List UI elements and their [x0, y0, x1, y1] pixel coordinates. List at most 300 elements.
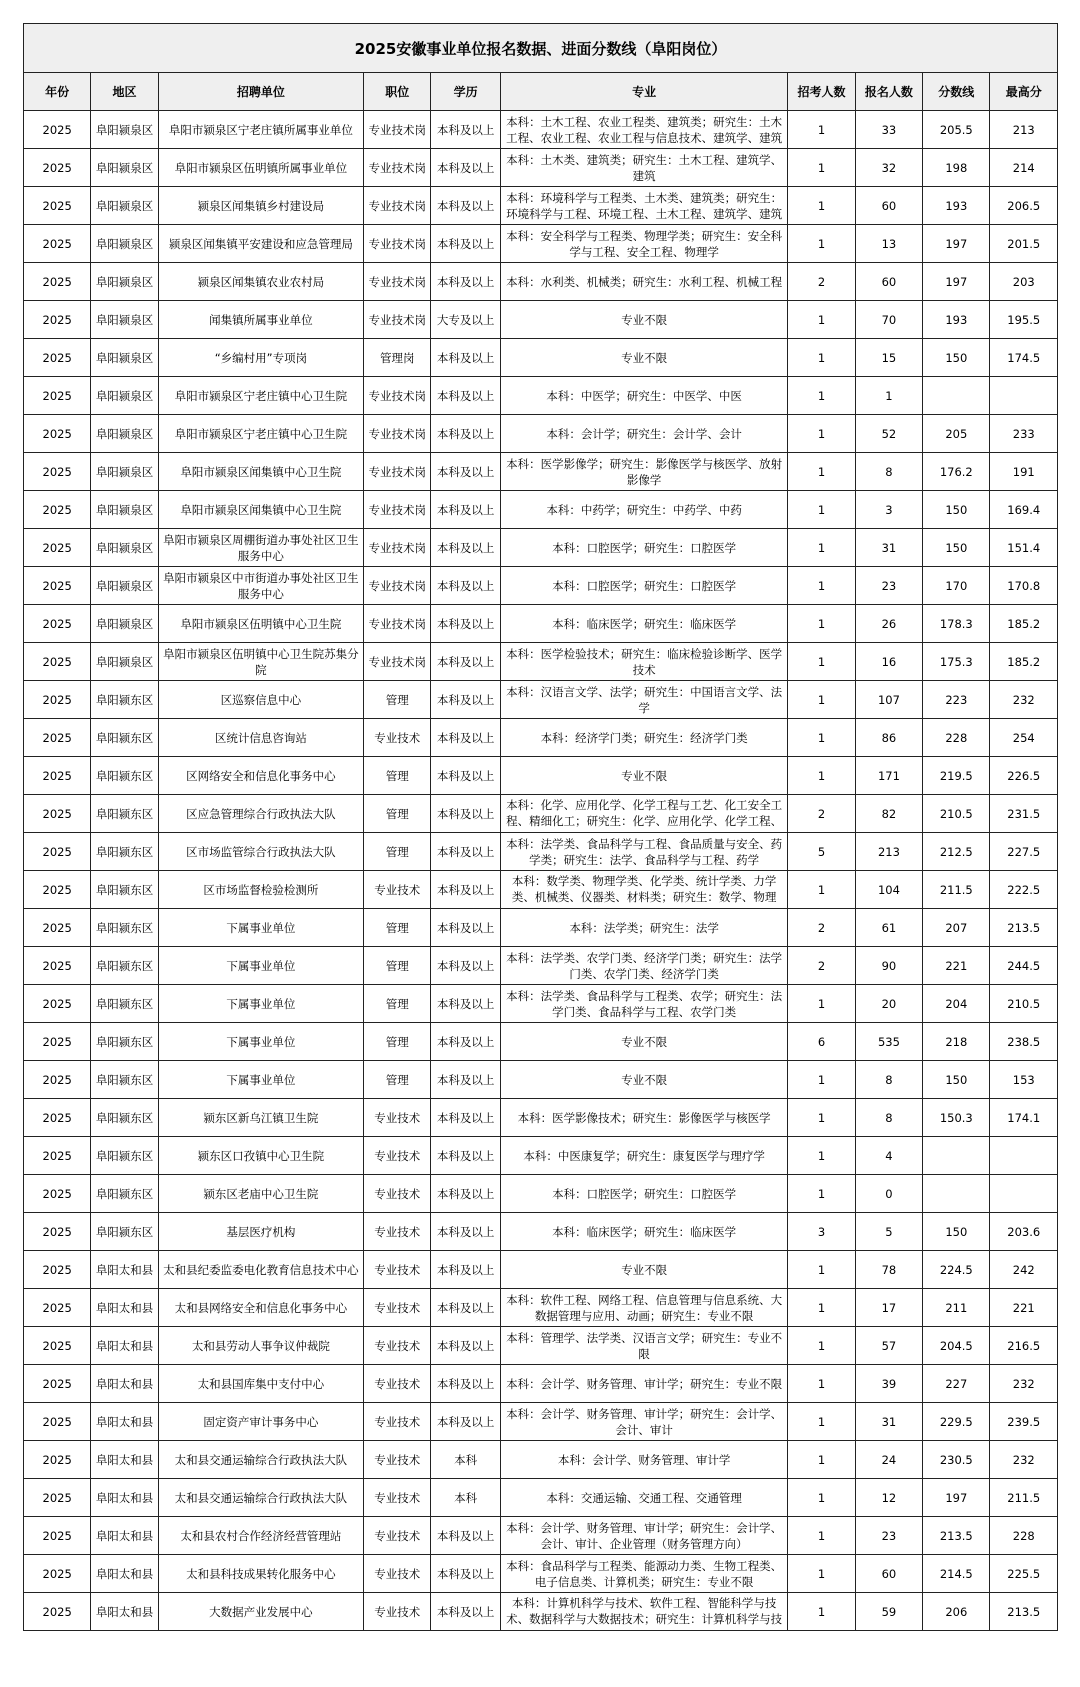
cell-text: 阜阳市颍泉区中市街道办事处社区卫生服务中心	[163, 570, 359, 601]
cell-region	[91, 1289, 158, 1327]
cell-text: 管理	[385, 958, 409, 973]
cell-quota	[788, 1327, 855, 1365]
table-row	[24, 529, 1058, 567]
cell-applicants	[855, 719, 922, 757]
cell-text: 2	[817, 958, 826, 973]
cell-text: 78	[881, 1262, 897, 1277]
cell-text: 227.5	[1007, 844, 1041, 859]
cell-text: 阜阳颍东区	[95, 1224, 154, 1239]
cell-quota	[788, 757, 855, 795]
cell-text: 204	[945, 996, 968, 1011]
cell-region	[91, 605, 158, 643]
cell-position	[364, 719, 431, 757]
cell-text: 2025	[42, 502, 72, 517]
cell-major	[500, 453, 787, 491]
cell-major	[500, 529, 787, 567]
cell-education	[431, 567, 500, 605]
cell-text: 2025	[42, 654, 72, 669]
cell-major	[500, 1555, 787, 1593]
cell-text: 13	[881, 236, 897, 251]
cell-text: 本科：土木类、建筑类；研究生：土木工程、建筑学、建筑	[506, 152, 783, 183]
cell-text: 本科：环境科学与工程类、土木类、建筑类；研究生：环境科学与工程、环境工程、土木工程、建筑学、建筑	[506, 190, 783, 221]
cell-position	[364, 1289, 431, 1327]
cell-text: 管理	[385, 996, 409, 1011]
cell-applicants	[855, 1403, 922, 1441]
cell-text: 本科：口腔医学；研究生：口腔医学	[552, 1186, 737, 1201]
cell-text: 1	[817, 1566, 826, 1581]
cell-cutoff	[923, 681, 990, 719]
cell-text: 222.5	[1007, 882, 1041, 897]
cell-year	[24, 377, 91, 415]
cell-text: 2	[817, 806, 826, 821]
cell-text: 221	[945, 958, 968, 973]
cell-year	[24, 339, 91, 377]
table-row	[24, 1555, 1058, 1593]
cell-text: 管理	[385, 844, 409, 859]
cell-text: 本科：法学类；研究生：法学	[569, 920, 719, 935]
cell-text: 专业技术	[374, 1148, 421, 1163]
cell-region	[91, 1403, 158, 1441]
cell-text: 2025	[42, 1224, 72, 1239]
cell-text: 本科及以上	[436, 122, 495, 137]
column-header-unit: 招聘单位	[158, 73, 363, 111]
cell-quota	[788, 681, 855, 719]
cell-text: 本科及以上	[436, 1072, 495, 1087]
cell-text: 203	[1012, 274, 1035, 289]
table-row	[24, 111, 1058, 149]
cell-year	[24, 871, 91, 909]
cell-text: 管理	[385, 1072, 409, 1087]
cell-applicants	[855, 605, 922, 643]
cell-text: 本科及以上	[436, 1148, 495, 1163]
cell-cutoff	[923, 605, 990, 643]
cell-cutoff	[923, 263, 990, 301]
cell-quota	[788, 453, 855, 491]
cell-text: 本科及以上	[436, 1110, 495, 1125]
cell-position	[364, 111, 431, 149]
cell-text: 1	[817, 1376, 826, 1391]
cell-quota	[788, 1365, 855, 1403]
column-header-quota: 招考人数	[788, 73, 855, 111]
cell-text: 2025	[42, 1110, 72, 1125]
table-title: 2025安徽事业单位报名数据、进面分数线（阜阳岗位）	[24, 24, 1058, 73]
cell-text: 阜阳颍泉区	[95, 236, 154, 251]
cell-year	[24, 757, 91, 795]
cell-text: 2025	[42, 1148, 72, 1163]
cell-year	[24, 985, 91, 1023]
cell-education	[431, 1365, 500, 1403]
cell-education	[431, 1593, 500, 1631]
cell-text: 1	[817, 768, 826, 783]
cell-text: 214.5	[939, 1566, 973, 1581]
cell-year	[24, 111, 91, 149]
cell-region	[91, 149, 158, 187]
cell-major	[500, 985, 787, 1023]
cell-text: 区统计信息咨询站	[214, 730, 307, 745]
cell-text: 本科：会计学、财务管理、审计学；研究生：会计学、会计、审计	[506, 1406, 783, 1437]
cell-quota	[788, 1251, 855, 1289]
cell-position	[364, 643, 431, 681]
cell-text: 阜阳太和县	[95, 1490, 154, 1505]
cell-cutoff	[923, 1441, 990, 1479]
cell-unit	[158, 1517, 363, 1555]
cell-quota	[788, 795, 855, 833]
cell-year	[24, 1251, 91, 1289]
cell-year	[24, 529, 91, 567]
cell-position	[364, 1137, 431, 1175]
cell-text: 专业技术	[374, 1414, 421, 1429]
cell-major	[500, 301, 787, 339]
cell-text: 211.5	[1007, 1490, 1041, 1505]
cell-text: 212.5	[939, 844, 973, 859]
cell-text: 2025	[42, 160, 72, 175]
table-row	[24, 1023, 1058, 1061]
cell-education	[431, 1213, 500, 1251]
cell-text: 专业技术	[374, 882, 421, 897]
cell-text: 2025	[42, 1604, 72, 1619]
cell-applicants	[855, 947, 922, 985]
cell-cutoff	[923, 339, 990, 377]
cell-text: 59	[881, 1604, 897, 1619]
cell-applicants	[855, 1099, 922, 1137]
table-row	[24, 1251, 1058, 1289]
table-row	[24, 263, 1058, 301]
cell-text: 1	[817, 654, 826, 669]
cell-text: 下属事业单位	[226, 996, 296, 1011]
cell-quota	[788, 1099, 855, 1137]
column-header-cutoff: 分数线	[923, 73, 990, 111]
cell-year	[24, 719, 91, 757]
cell-text: 专业技术岗	[368, 274, 426, 289]
cell-text: 本科及以上	[436, 1034, 495, 1049]
cell-text: 专业技术岗	[368, 540, 426, 555]
cell-cutoff	[923, 1213, 990, 1251]
cell-text: 大数据产业发展中心	[209, 1604, 313, 1619]
cell-major	[500, 491, 787, 529]
cell-applicants	[855, 225, 922, 263]
cell-text: 本科及以上	[436, 236, 495, 251]
cell-text: 阜阳颍泉区	[95, 198, 154, 213]
cell-text: 1	[817, 502, 826, 517]
cell-year	[24, 1023, 91, 1061]
cell-education	[431, 415, 500, 453]
cell-text: 本科及以上	[436, 920, 495, 935]
cell-education	[431, 377, 500, 415]
cell-text: 178.3	[939, 616, 973, 631]
cell-top-score	[990, 567, 1058, 605]
cell-text: 242	[1012, 1262, 1035, 1277]
cell-major	[500, 225, 787, 263]
cell-unit	[158, 377, 363, 415]
cell-text: 210.5	[939, 806, 973, 821]
cell-position	[364, 1593, 431, 1631]
cell-unit	[158, 263, 363, 301]
cell-text: 本科：汉语言文学、法学；研究生：中国语言文学、法学	[506, 684, 783, 715]
cell-text: 1	[817, 1452, 826, 1467]
cell-text: 专业技术	[374, 1224, 421, 1239]
cell-text: 216.5	[1007, 1338, 1041, 1353]
cell-quota	[788, 871, 855, 909]
table-row	[24, 1365, 1058, 1403]
cell-text: 2025	[42, 1034, 72, 1049]
cell-cutoff	[923, 871, 990, 909]
cell-region	[91, 985, 158, 1023]
cell-major	[500, 1099, 787, 1137]
cell-year	[24, 1593, 91, 1631]
cell-unit	[158, 111, 363, 149]
cell-text: 16	[881, 654, 897, 669]
cell-text: 本科及以上	[436, 502, 495, 517]
cell-text: 232	[1012, 1376, 1035, 1391]
cell-major	[500, 605, 787, 643]
cell-text: 阜阳市颍泉区伍明镇所属事业单位	[174, 160, 348, 175]
cell-major	[500, 1517, 787, 1555]
cell-text: 205.5	[939, 122, 973, 137]
cell-applicants	[855, 149, 922, 187]
cell-text: 150	[945, 350, 968, 365]
cell-major	[500, 567, 787, 605]
cell-text: 23	[881, 1528, 897, 1543]
cell-text: 阜阳颍泉区	[95, 464, 154, 479]
cell-text: 2025	[42, 578, 72, 593]
cell-major	[500, 643, 787, 681]
cell-top-score	[990, 1441, 1058, 1479]
cell-unit	[158, 795, 363, 833]
cell-text: 阜阳颍东区	[95, 1072, 154, 1087]
cell-text: 颍泉区闻集镇乡村建设局	[197, 198, 325, 213]
cell-text: 2025	[42, 692, 72, 707]
cell-text: 阜阳颍泉区	[95, 312, 154, 327]
cell-applicants	[855, 1365, 922, 1403]
cell-position	[364, 453, 431, 491]
cell-position	[364, 947, 431, 985]
cell-unit	[158, 1327, 363, 1365]
cell-text: “乡编村用”专项岗	[214, 350, 308, 365]
cell-education	[431, 529, 500, 567]
cell-text: 阜阳太和县	[95, 1414, 154, 1429]
cell-year	[24, 909, 91, 947]
cell-text: 本科及以上	[436, 616, 495, 631]
cell-position	[364, 1251, 431, 1289]
cell-text: 1	[817, 350, 826, 365]
cell-text: 专业不限	[621, 350, 668, 365]
cell-text: 大专及以上	[436, 312, 495, 327]
cell-text: 82	[881, 806, 897, 821]
cell-text: 本科及以上	[436, 1414, 495, 1429]
cell-region	[91, 1023, 158, 1061]
cell-text: 区网络安全和信息化事务中心	[186, 768, 336, 783]
cell-text: 本科及以上	[436, 274, 495, 289]
cell-position	[364, 1213, 431, 1251]
cell-text: 阜阳颍东区	[95, 806, 154, 821]
cell-text: 专业不限	[621, 768, 668, 783]
cell-cutoff	[923, 1593, 990, 1631]
cell-year	[24, 225, 91, 263]
cell-applicants	[855, 491, 922, 529]
cell-text: 57	[881, 1338, 897, 1353]
cell-region	[91, 1213, 158, 1251]
table-row	[24, 1403, 1058, 1441]
cell-cutoff	[923, 1251, 990, 1289]
cell-text: 201.5	[1007, 236, 1041, 251]
cell-text: 本科：中医学；研究生：中医学、中医	[546, 388, 742, 403]
cell-quota	[788, 263, 855, 301]
cell-text: 2025	[42, 958, 72, 973]
cell-education	[431, 871, 500, 909]
cell-unit	[158, 301, 363, 339]
cell-text: 管理	[385, 692, 409, 707]
cell-text: 阜阳颍泉区	[95, 122, 154, 137]
cell-unit	[158, 1175, 363, 1213]
cell-text: 阜阳颍泉区	[95, 274, 154, 289]
cell-position	[364, 909, 431, 947]
cell-text: 2025	[42, 1452, 72, 1467]
cell-applicants	[855, 415, 922, 453]
cell-major	[500, 1061, 787, 1099]
cell-year	[24, 567, 91, 605]
cell-quota	[788, 529, 855, 567]
cell-applicants	[855, 187, 922, 225]
cell-quota	[788, 909, 855, 947]
cell-region	[91, 111, 158, 149]
cell-text: 226.5	[1007, 768, 1041, 783]
cell-applicants	[855, 453, 922, 491]
cell-cutoff	[923, 1099, 990, 1137]
cell-position	[364, 415, 431, 453]
cell-region	[91, 1327, 158, 1365]
cell-text: 185.2	[1007, 654, 1041, 669]
cell-education	[431, 1327, 500, 1365]
cell-unit	[158, 1023, 363, 1061]
cell-position	[364, 301, 431, 339]
cell-text: 太和县纪委监委电化教育信息技术中心	[163, 1262, 359, 1277]
table-row	[24, 681, 1058, 719]
cell-text: 1	[817, 388, 826, 403]
cell-text: 2025	[42, 1414, 72, 1429]
cell-text: 254	[1012, 730, 1035, 745]
cell-text: 221	[1012, 1300, 1035, 1315]
cell-position	[364, 567, 431, 605]
cell-text: 专业技术	[374, 1186, 421, 1201]
cell-year	[24, 1289, 91, 1327]
cell-top-score	[990, 263, 1058, 301]
cell-quota	[788, 1403, 855, 1441]
cell-text: 阜阳市颍泉区伍明镇中心卫生院苏集分院	[163, 646, 359, 677]
cell-applicants	[855, 1137, 922, 1175]
cell-year	[24, 491, 91, 529]
cell-text: 195.5	[1007, 312, 1041, 327]
cell-text: 阜阳市颍泉区周棚街道办事处社区卫生服务中心	[163, 532, 359, 563]
table-row	[24, 605, 1058, 643]
cell-position	[364, 1023, 431, 1061]
cell-text: 本科及以上	[436, 882, 495, 897]
cell-major	[500, 1289, 787, 1327]
cell-year	[24, 187, 91, 225]
table-row	[24, 225, 1058, 263]
cell-cutoff	[923, 453, 990, 491]
cell-unit	[158, 1213, 363, 1251]
cell-region	[91, 1099, 158, 1137]
cell-text: 阜阳颍泉区	[95, 426, 154, 441]
cell-text: 专业技术岗	[368, 578, 426, 593]
cell-text: 2	[817, 920, 826, 935]
cell-text: 153	[1012, 1072, 1035, 1087]
cell-text: 太和县交通运输综合行政执法大队	[174, 1452, 348, 1467]
cell-text: 2025	[42, 1072, 72, 1087]
cell-cutoff	[923, 1479, 990, 1517]
cell-text: 阜阳太和县	[95, 1338, 154, 1353]
cell-major	[500, 909, 787, 947]
cell-education	[431, 833, 500, 871]
cell-year	[24, 681, 91, 719]
cell-cutoff	[923, 1365, 990, 1403]
cell-text: 1	[817, 1604, 826, 1619]
cell-text: 太和县国库集中支付中心	[197, 1376, 325, 1391]
cell-text: 基层医疗机构	[226, 1224, 296, 1239]
cell-text: 213	[1012, 122, 1035, 137]
cell-text: 本科及以上	[436, 692, 495, 707]
cell-region	[91, 1365, 158, 1403]
cell-text: 颍泉区闻集镇农业农村局	[197, 274, 325, 289]
cell-region	[91, 187, 158, 225]
cell-quota	[788, 1289, 855, 1327]
cell-top-score	[990, 1479, 1058, 1517]
cell-region	[91, 339, 158, 377]
cell-unit	[158, 681, 363, 719]
cell-text: 专业不限	[621, 1034, 668, 1049]
cell-text: 本科及以上	[436, 388, 495, 403]
cell-cutoff	[923, 529, 990, 567]
cell-region	[91, 681, 158, 719]
cell-cutoff	[923, 1175, 990, 1213]
cell-text: 管理	[385, 1034, 409, 1049]
cell-unit	[158, 605, 363, 643]
cell-education	[431, 1023, 500, 1061]
cell-applicants	[855, 757, 922, 795]
cell-text: 本科：医学检验技术；研究生：临床检验诊断学、医学技术	[506, 646, 783, 677]
cell-applicants	[855, 833, 922, 871]
cell-text: 阜阳颍泉区	[95, 388, 154, 403]
cell-quota	[788, 415, 855, 453]
cell-education	[431, 757, 500, 795]
cell-text: 阜阳太和县	[95, 1300, 154, 1315]
cell-region	[91, 377, 158, 415]
cell-unit	[158, 1593, 363, 1631]
cell-text: 2025	[42, 388, 72, 403]
cell-year	[24, 1175, 91, 1213]
cell-text: 本科及以上	[436, 350, 495, 365]
cell-text: 阜阳颍东区	[95, 1110, 154, 1125]
cell-text: 下属事业单位	[226, 1034, 296, 1049]
cell-unit	[158, 1365, 363, 1403]
cell-cutoff	[923, 491, 990, 529]
cell-top-score	[990, 453, 1058, 491]
table-row	[24, 149, 1058, 187]
cell-major	[500, 719, 787, 757]
cell-text: 本科及以上	[436, 1224, 495, 1239]
cell-unit	[158, 719, 363, 757]
cell-position	[364, 833, 431, 871]
cell-text: 1	[817, 1186, 826, 1201]
cell-region	[91, 1517, 158, 1555]
cell-cutoff	[923, 1023, 990, 1061]
cell-applicants	[855, 1289, 922, 1327]
cell-position	[364, 871, 431, 909]
cell-top-score	[990, 1175, 1058, 1213]
cell-position	[364, 605, 431, 643]
cell-major	[500, 947, 787, 985]
cell-education	[431, 301, 500, 339]
